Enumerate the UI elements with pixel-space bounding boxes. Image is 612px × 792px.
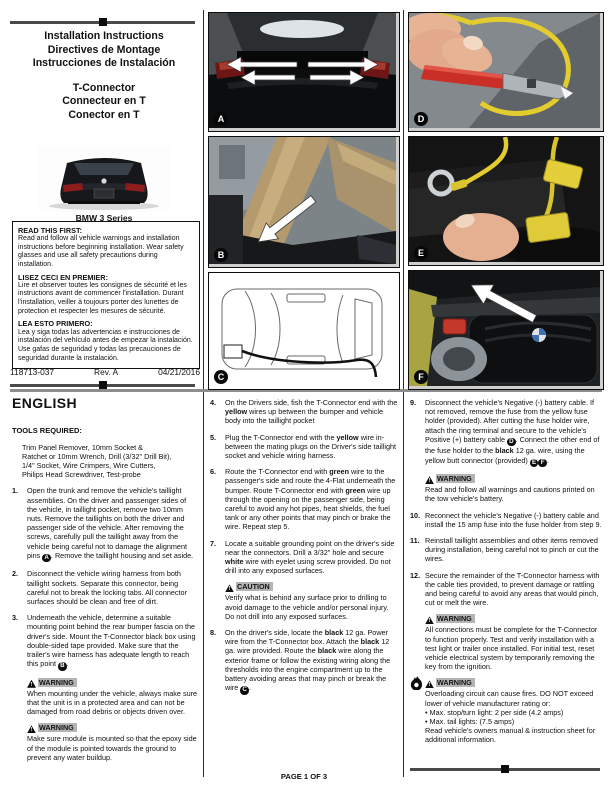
left-meta-divider [10, 384, 195, 387]
step-text: Disconnect the vehicle wiring harness from both taillight sockets. Separate this connector, being careful not to break the locking tabs. All connector surfaces should be clean and free of dirt. [27, 569, 187, 606]
warning-text: Make sure module is mounted so that the epoxy side of the module is pointed towards the ground to prevent any water buildup. [27, 734, 197, 762]
product-es: Conector en T [68, 108, 140, 121]
read-first-heading-es: LEA ESTO PRIMERO: [18, 319, 93, 329]
tools-required-heading: TOOLS REQUIRED: [12, 426, 82, 435]
photo-cutting-fuse-holder-wire [408, 12, 604, 132]
tools-required-list: Trim Panel Remover, 10mm Socket & Ratchet or 10mm Wrench, Drill (3/32" Drill Bit), 1/4" Socket, Wire Crimpers, Wire Cutters, Philips Head Screwdriver, Test-probe [22, 442, 172, 480]
step-text: Plug the T-Connector end with the yellow wire in-between the mating plugs on the Driver's side taillight socket and vehicle wiring harness. [225, 432, 397, 461]
figure-ref-icon: A [42, 554, 51, 563]
step-number: 9. [410, 398, 417, 407]
instruction-step [210, 628, 398, 695]
product-en: T-Connector [72, 81, 136, 94]
warning-triangle-icon: ! [27, 725, 36, 733]
title-fr: Directives de Montage [47, 43, 161, 56]
step-text: Secure the remainder of the T-Connector harness with the cable ties provided, to prevent damage or rattling and being careful to avoid any areas that would pinch, cut or melt the wire. [425, 570, 600, 608]
column-divider-right [403, 10, 404, 777]
instruction-step [12, 613, 198, 671]
vehicle-rear-photo [38, 146, 170, 212]
figure-label-b: B [214, 248, 228, 262]
title-en: Installation Instructions [44, 30, 164, 42]
instruction-step [210, 539, 398, 576]
warning-text: All connections must be complete for the T-Connector to function properly. Test and verify installation with a test light or trailer once installed. For initial test, reset vehicle electrical system by temporarily removing the key from the ignition. [425, 625, 598, 672]
warning-block [27, 723, 198, 762]
column-divider-left [203, 10, 204, 777]
caution-block [225, 582, 398, 621]
step-number: 12. [410, 570, 421, 580]
figure-label-f: F [414, 370, 428, 384]
step-number: 11. [410, 536, 420, 546]
step-number: 6. [210, 467, 217, 477]
step-number: 8. [210, 628, 217, 638]
photo-trunk-taillights [208, 12, 400, 132]
instruction-step [210, 398, 398, 426]
step-text: Reinstall taillight assemblies and other items removed during installation, being careful not to pinch or cut the wires. [425, 536, 599, 564]
step-number: 2. [12, 569, 19, 579]
figure-label-a: A [214, 112, 228, 126]
step-text: On the Drivers side, fish the T-Connector end with the yellow wires up between the bumper and vehicle body into the taillight pocket [225, 398, 398, 426]
fire-icon [410, 676, 423, 690]
instruction-step [410, 536, 603, 564]
step-text: Route the T-Connector end with green wire to the passenger's side and route the 4-Flat underneath the bumper. Route T-Connector end with green wire up through the opening on the passenger side, being careful to avoid any hot pipes, heat shields, the fuel tank or any other points that may pinch or brake the wire. Repeat step 5. [225, 467, 396, 532]
warning-label: WARNING [436, 678, 475, 687]
warning-block [27, 678, 198, 717]
read-first-body-en: Read and follow all vehicle warnings and installation instructions before beginning installation. Wear safety glasses and use all safety precautions during installation. [18, 235, 184, 269]
warning-triangle-icon: ! [425, 616, 434, 624]
warning-text: When mounting under the vehicle, always make sure that the unit is in a protected area and can not be damaged from road debris or objects driven over. [27, 688, 198, 717]
step-text: On the driver's side, locate the black 12 ga. Power wire from the T-Connector box. Attach the black 12 ga. wire provided. Route the black wire along the exterior frame or follow the existing wiring along the thresholds into the engine compartment up to the battery avoiding areas that may pinch or break the wire C . [225, 628, 391, 694]
document-meta [10, 367, 200, 377]
instruction-column-3 [410, 398, 603, 745]
warning-text: Read and follow all warnings and cautions printed on the tow vehicle's battery. [425, 485, 595, 504]
read-first-heading-en: READ THIS FIRST: [18, 226, 83, 235]
warning-triangle-icon: ! [425, 476, 434, 484]
diagram-wire-routing [208, 272, 400, 390]
warning-label: WARNING [436, 474, 475, 483]
figure-ref-icon: F [538, 459, 547, 468]
figure-label-d: D [414, 112, 428, 126]
figure-ref-icon: B [58, 662, 67, 671]
instruction-step [210, 433, 398, 461]
figure-label-e: E [414, 246, 428, 260]
instruction-step [410, 511, 603, 529]
warning-label: WARNING [38, 723, 77, 732]
warning-block [425, 474, 603, 503]
warning-label: WARNING [38, 678, 77, 687]
step-number: 4. [210, 398, 217, 407]
instruction-step [410, 398, 603, 467]
warning-label: CAUTION [236, 582, 273, 591]
instruction-column-2 [210, 398, 398, 695]
warning-triangle-icon: ! [225, 584, 234, 592]
warning-block [425, 614, 603, 671]
step-text: Locate a suitable grounding point on the driver's side near the connectors. Drill a 3/32" hole and secure white wire with eyelet using screw provided. Do not drill into any exposed surfaces. [225, 538, 395, 576]
step-number: 1. [12, 486, 19, 496]
step-number: 3. [12, 613, 19, 623]
page-number: PAGE 1 OF 3 [280, 772, 328, 781]
warning-text: Verify what is behind any surface prior to drilling to avoid damage to the vehicle and/or personal injury. Do not drill into any exposed surfaces. [225, 593, 389, 621]
read-first-heading-fr: LISEZ CECI EN PREMIER: [18, 272, 109, 282]
figure-ref-icon: D [507, 438, 516, 447]
warning-triangle-icon: ! [425, 680, 434, 688]
step-number: 5. [210, 432, 217, 442]
figure-ref-icon: C [240, 686, 249, 695]
instruction-column-1 [12, 426, 198, 762]
photo-under-vehicle-mount-point [208, 136, 400, 268]
read-first-box [12, 221, 200, 369]
instruction-step [410, 571, 603, 608]
step-text: Underneath the vehicle, determine a suitable mounting point behind the rear bumper fascia on the driver's side. Mount the T-Connector black box using double-sided tape provided. Make sure that the trailer's wire harness has adequate length to reach this point B . [27, 613, 196, 670]
step-number: 7. [210, 538, 217, 548]
instruction-step [12, 569, 198, 606]
warning-label: WARNING [436, 614, 475, 623]
date: 04/21/2016 [158, 367, 200, 377]
top-left-divider [10, 21, 195, 24]
product-fr: Connecteur en T [62, 95, 146, 108]
read-first-body-fr: Lire et observer toutes les consignes de sécurité et les instructions avant de commencer l'installation. Durant l'installation, veiller à toujours porter des lunettes de protection et respecter les mesures de sécurité. [18, 281, 187, 315]
part-number: 118713-037 [10, 367, 55, 377]
instruction-step [12, 486, 198, 562]
figure-ref-icon: E [530, 459, 539, 468]
step-number: 10. [410, 510, 421, 520]
document-header [10, 30, 198, 122]
figure-label-c: C [214, 370, 228, 384]
revision: Rev. A [94, 367, 119, 377]
photo-engine-bay-positive-terminal [408, 270, 604, 390]
vehicle-caption: BMW 3 Series [75, 213, 133, 223]
language-heading: ENGLISH [12, 395, 78, 411]
read-first-body-es: Lea y siga todas las advertencias e instrucciones de instalación del vehículo antes de empezar la instalación. Use gafas de seguridad y todas las precauciones de seguridad durante la instalación. [18, 328, 193, 362]
bottom-right-divider [410, 768, 600, 771]
instruction-step [210, 467, 398, 531]
step-text: Reconnect the vehicle's Negative (-) battery cable and install the 15 amp fuse into the fuse holder from step 9. [425, 510, 602, 529]
warning-block [425, 678, 603, 744]
warning-text: Overloading circuit can cause fires. DO NOT exceed lower of vehicle manufacturer rating or: • Max. stop/turn light: 2 per side (4.2 amps) • Max. tail lights: (7.5 amps) Read vehicle's owners manual & instruction sheet for additional information. [425, 689, 596, 745]
title-es: Instrucciones de Instalación [32, 57, 176, 70]
warning-triangle-icon: ! [27, 680, 36, 688]
photo-ring-terminal-battery [408, 136, 604, 266]
step-text: Disconnect the vehicle's Negative (-) battery cable. If not removed, remove the fuse from the yellow fuse holder (provided). After cutting the fuse holder wire, attach the ring terminal and secure to the vehicle's Positive (+) battery cable D . Connect the other end of the fuse holder to the black 12 ga. wire, using the yellow butt connector (provided) E F . [425, 398, 600, 466]
step-text: Open the trunk and remove the vehicle's taillight assemblies. On the driver and passenger sides of the vehicle, in taillight pocket, remove two 10mm nuts. Remove the taillights on both the driver and passenger side of the vehicle. After removing the screws, carefully pull the taillight away from the vehicle being careful not to damage the alignment pins A . Remove the taillight housing and set aside. [27, 486, 194, 561]
